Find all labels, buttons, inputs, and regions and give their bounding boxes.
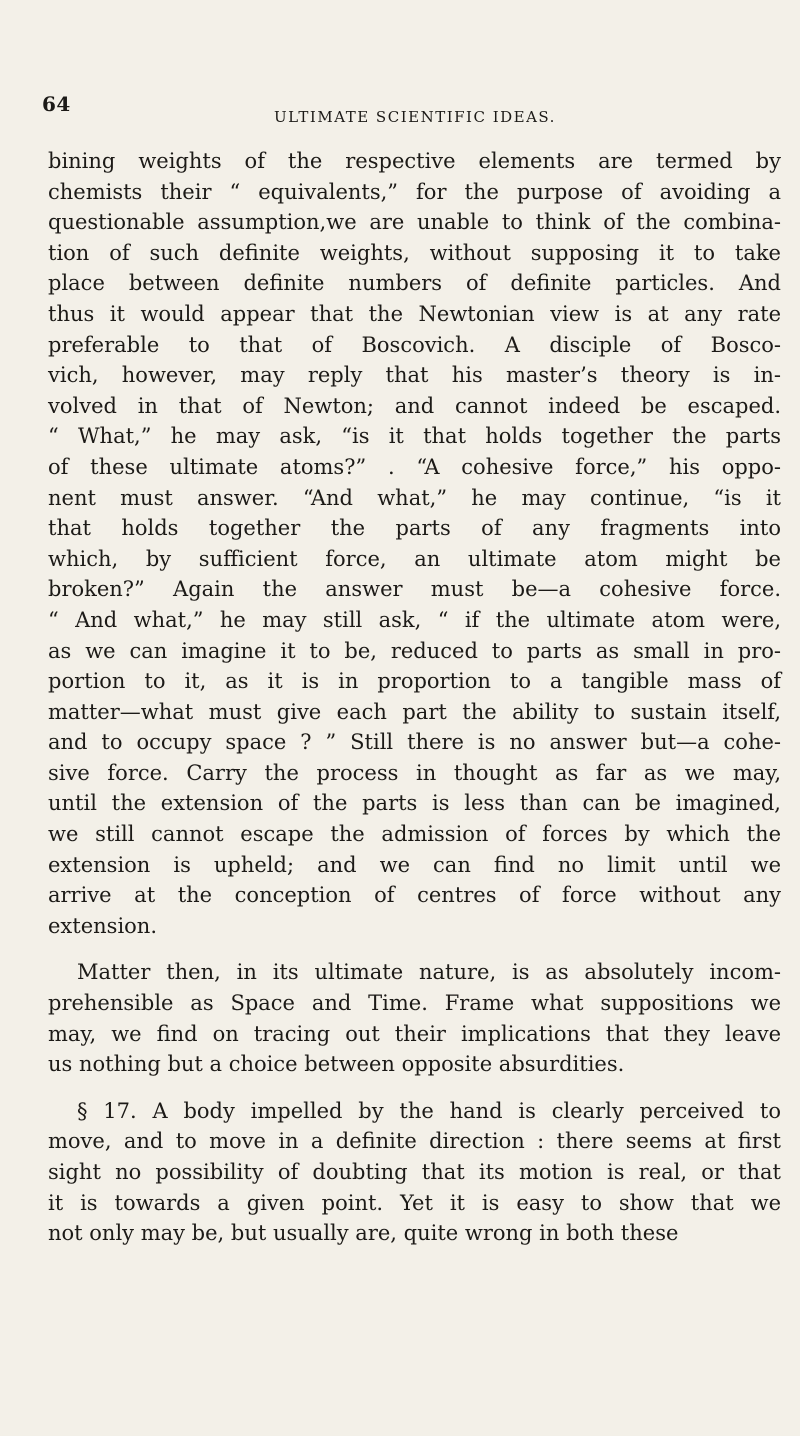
text-line: of these ultimate atoms?” . “A cohesive force,” his oppo- [48,454,781,479]
text-line: volved in that of Newton; and cannot indeed be escaped. [48,393,781,418]
paragraph [48,146,781,941]
text-line: place between definite numbers of definite particles. And [48,271,781,296]
text-line: matter—what must give each part the ability to sustain itself, [48,699,781,724]
paragraph [48,957,781,1079]
text-line: sive force. Carry the process in thought as far as we may, [48,760,781,785]
text-line: vich, however, may reply that his master’s theory is in- [48,363,781,388]
page-number: 64 [42,92,71,116]
text-line: tion of such definite weights, without supposing it to take [48,240,781,265]
text-line: us nothing but a choice between opposite absurdities. [48,1052,625,1077]
text-line: which, by sufficient force, an ultimate atom might be [48,546,781,571]
text-line: that holds together the parts of any fragments into [48,516,781,541]
text-line: thus it would appear that the Newtonian view is at any rate [48,301,781,326]
text-line: portion to it, as it is in proportion to a tangible mass of [48,669,781,694]
text-line: chemists their “ equivalents,” for the purpose of avoiding a [48,179,781,204]
text-line: extension. [48,913,157,938]
paragraph [48,1096,781,1249]
text-line: we still cannot escape the admission of forces by which the [48,822,781,847]
text-line: questionable assumption,we are unable to think of the combina- [48,210,781,235]
text-line: Matter then, in its ultimate nature, is as absolutely incom- [77,960,781,985]
text-line: “ What,” he may ask, “is it that holds together the parts [48,424,781,449]
text-line: and to occupy space ? ” Still there is no answer but—a cohe- [48,730,781,755]
text-line: nent must answer. “And what,” he may continue, “is it [48,485,781,510]
text-line: prehensible as Space and Time. Frame what suppositions we [48,991,781,1016]
text-line: sight no possibility of doubting that its motion is real, or that [48,1160,781,1184]
body-text [48,146,781,1249]
text-line: preferable to that of Boscovich. A disciple of Bosco- [48,332,781,357]
text-line: may, we find on tracing out their implications that they leave [48,1021,781,1046]
running-head: ULTIMATE SCIENTIFIC IDEAS. [274,108,556,126]
text-line: it is towards a given point. Yet it is easy to show that we [48,1190,781,1215]
text-line: until the extension of the parts is less than can be imagined, [48,791,781,816]
text-line: § 17. A body impelled by the hand is clearly perceived to [77,1098,781,1123]
text-line: not only may be, but usually are, quite wrong in both these [48,1221,679,1246]
text-line: move, and to move in a definite direction : there seems at first [48,1129,781,1154]
text-line: arrive at the conception of centres of force without any [48,883,781,908]
text-line: bining weights of the respective elements are termed by [48,149,781,173]
text-line: extension is upheld; and we can find no limit until we [48,852,781,877]
text-line: as we can imagine it to be, reduced to parts as small in pro- [48,638,781,663]
text-line: “ And what,” he may still ask, “ if the ultimate atom were, [48,607,781,632]
text-line: broken?” Again the answer must be—a cohesive force. [48,577,781,602]
